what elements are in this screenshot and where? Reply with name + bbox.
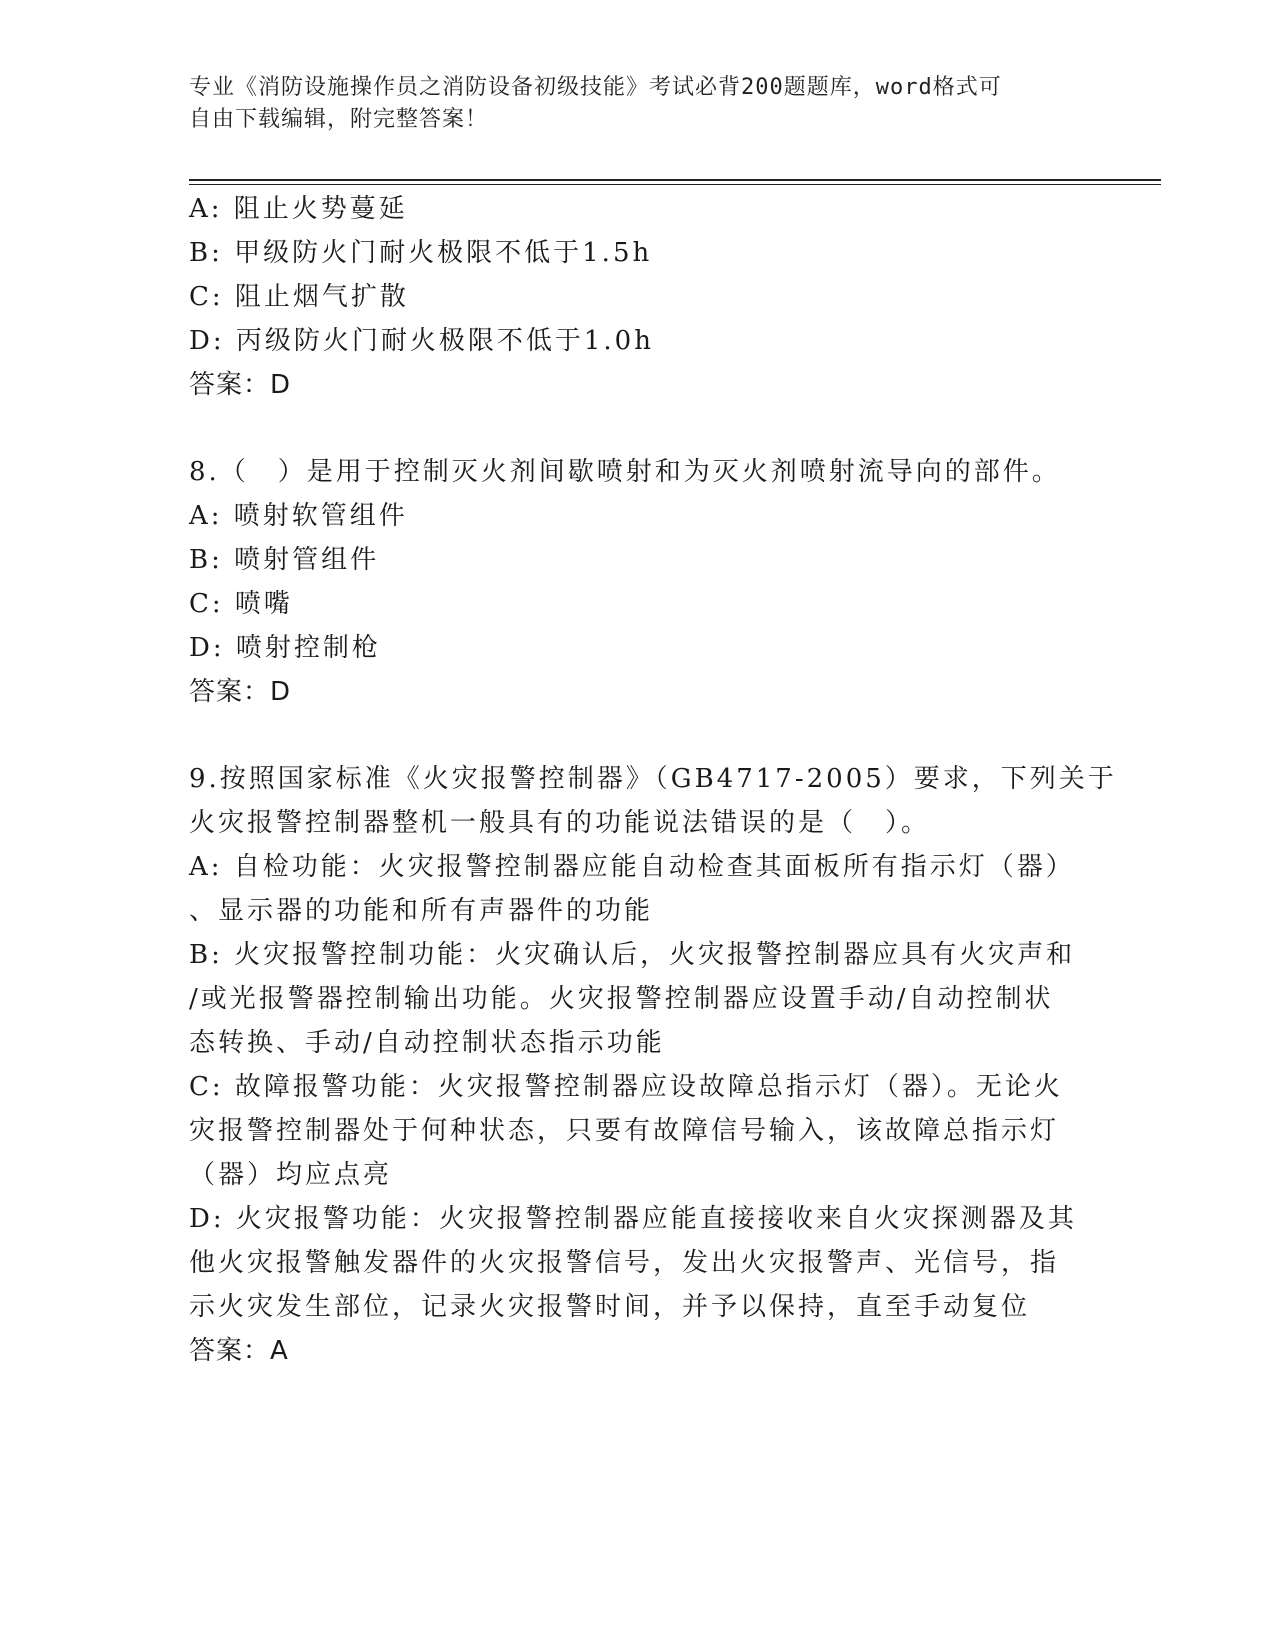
q9-option-d-line-3: 示火灾发生部位，记录火灾报警时间，并予以保持，直至手动复位 bbox=[189, 1292, 1031, 1322]
q9-stem-line-2: 火灾报警控制器整机一般具有的功能说法错误的是（ ）。 bbox=[189, 808, 931, 838]
q8-option-b: B: 喷射管组件 bbox=[189, 545, 380, 575]
q9-answer: 答案：A bbox=[189, 1336, 289, 1366]
q7-option-b: B: 甲级防火门耐火极限不低于1.5h bbox=[189, 238, 653, 268]
q9-option-c-line-2: 灾报警控制器处于何种状态，只要有故障信号输入，该故障总指示灯 bbox=[189, 1116, 1060, 1146]
q9-option-d-line-1: D: 火灾报警功能：火灾报警控制器应能直接接收来自火灾探测器及其 bbox=[189, 1204, 1077, 1234]
q9-option-a-line-1: A: 自检功能：火灾报警控制器应能自动检查其面板所有指示灯（器） bbox=[189, 852, 1075, 882]
q9-stem-line-1: 9.按照国家标准《火灾报警控制器》（GB4717-2005）要求，下列关于 bbox=[189, 764, 1117, 794]
q9-option-c-line-1: C: 故障报警功能：火灾报警控制器应设故障总指示灯（器）。无论火 bbox=[189, 1072, 1063, 1102]
document-header bbox=[189, 72, 1089, 136]
q8-option-c: C: 喷嘴 bbox=[189, 589, 293, 619]
header-divider-thick bbox=[189, 179, 1161, 181]
q8-option-d: D: 喷射控制枪 bbox=[189, 633, 381, 663]
q9-option-d-line-2: 他火灾报警触发器件的火灾报警信号，发出火灾报警声、光信号，指 bbox=[189, 1248, 1060, 1278]
q8-option-a: A: 喷射软管组件 bbox=[189, 501, 408, 531]
q8-stem: 8.（ ）是用于控制灭火剂间歇喷射和为灭火剂喷射流导向的部件。 bbox=[189, 457, 1061, 487]
q9-option-b-line-2: /或光报警器控制输出功能。火灾报警控制器应设置手动/自动控制状 bbox=[189, 984, 1054, 1014]
q8-answer: 答案：D bbox=[189, 677, 292, 707]
q9-option-c-line-3: （器）均应点亮 bbox=[189, 1160, 393, 1190]
q9-option-b-line-1: B: 火灾报警控制功能：火灾确认后，火灾报警控制器应具有火灾声和 bbox=[189, 940, 1076, 970]
q9-option-b-line-3: 态转换、手动/自动控制状态指示功能 bbox=[189, 1028, 665, 1058]
q9-option-a-line-2: 、显示器的功能和所有声器件的功能 bbox=[189, 896, 654, 926]
q7-answer: 答案：D bbox=[189, 370, 292, 400]
q7-option-c: C: 阻止烟气扩散 bbox=[189, 282, 409, 312]
q7-option-d: D: 丙级防火门耐火极限不低于1.0h bbox=[189, 326, 654, 356]
q7-option-a: A: 阻止火势蔓延 bbox=[189, 194, 408, 224]
header-line-2: 自由下载编辑，附完整答案！ bbox=[189, 107, 489, 132]
header-line-1: 专业《消防设施操作员之消防设备初级技能》考试必背200题题库，word格式可 bbox=[189, 75, 1002, 100]
header-divider-thin bbox=[189, 184, 1161, 185]
